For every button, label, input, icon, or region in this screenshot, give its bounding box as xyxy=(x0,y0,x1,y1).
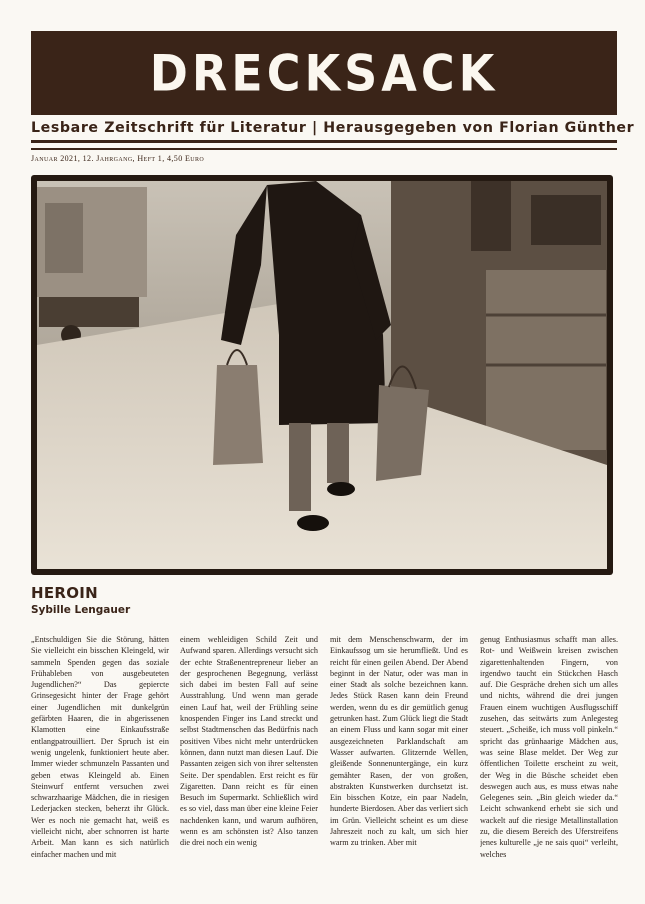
magazine-subtitle: Lesbare Zeitschrift für Literatur | Herausgegeben von Florian Günther xyxy=(31,120,635,136)
article-title: HEROIN xyxy=(31,584,99,602)
article-column-2 xyxy=(180,634,318,870)
article-text: mit dem Menschenschwarm, der im Einkaufssog um sie herumfließt. Und es reicht für einen geilen Abend. Der Abend beginnt in der Natur, oder was man in einer Stadt als solche bezeichnen kann. Jedes Stück Rasen kann dein Freund werden, wenn du es dir gemütlich genug getrunken hast. Zum Glück liegt die Stadt an einem Fluss und kann sogar mit einer ausgezeichneten Parklandschaft am Wasser aufwarten. Glitzernde Wellen, gleißende Sonnenuntergänge, ein kurz gemähter Rasen, der von großen, abstrakten Kunstwerken durchsetzt ist. Ein bisschen Kotze, ein paar Nadeln, hunderte Bierdosen. Aber das verliert sich im Grün. Vielleicht scheint es um diese Jahreszeit noch zu kalt, um sich hier warm zu trinken. Aber mit xyxy=(330,635,468,848)
masthead xyxy=(31,31,617,115)
street-photo-woman-with-bags-icon xyxy=(31,175,613,575)
article-text: „Entschuldigen Sie die Störung, hätten Sie vielleicht ein bisschen Kleingeld, wir sammeln Spenden gegen das soziale Frühableben von ausgebeuteten Jugendlichen?“ Das gepiercte Grinsegesicht hinter der Frage gehört einer Jugendlichen mit dunkelgrün gefärbten Haaren, die in abgerissenen Klamotten eine Einkaufsstraße entlangpatrouilliert. Der Spruch ist ein wenig ungelenk, funktioniert heute aber. Immer wieder schmunzeln Passanten und geben etwas Kleingeld ab. Einen Steinwurf entfernt versuchen zwei schwarzhaarige Mädchen, die in riesigen Lederjacken stecken, beherzt ihr Glück. Wer es noch nie gemacht hat, weiß es vielleicht nicht, aber schnorren ist harte Arbeit. Man kann es sich natürlich einfacher machen und mit xyxy=(31,635,169,859)
article-text: einem wehleidigen Schild Zeit und Aufwand sparen. Allerdings versucht sich der echte Straßenentrepreneur lieber an der gesprochenen Begegnung, verlässt sich dabei im besten Fall auf seine Ausstrahlung. Und wenn man gerade einen Lauf hat, weil der Frühling seine knospenden Finger ins Land streckt und selbst Stadtmenschen das Bedürfnis nach positiven Vibes nicht mehr unterdrücken können, dann nutzt man diesen Lauf. Die Passanten zeigen sich von ihrer seltensten Seite. Der spendablen. Erst reicht es für Zigaretten. Dann reicht es für einen Besuch im Supermarkt. Schließlich wird es so viel, dass man über eine kleine Feier nachdenken kann, und warum aufhören, wenn es am schönsten ist? Also tanzen die drei noch ein wenig xyxy=(180,635,318,848)
cover-photo xyxy=(31,175,613,575)
article-text: genug Enthusiasmus schafft man alles. Rot- und Weißwein kreisen zwischen zigarettenhaltenden Fingern, von irgendwo taucht ein Stückchen Hasch auf. Die Gespräche drehen sich um alles und nichts, während die drei jungen Frauen einem wuchtigen Ausflugsschiff zusehen, das seitwärts zum Anlegesteg steuert. „Scheiße, ich muss voll pinkeln.“ spricht das grünhaarige Mädchen aus, was seine Blase meldet. Der Weg zur öffentlichen Toilette erscheint zu weit, der Weg in die Büsche scheidet eben deswegen auch aus, es muss etwas nahe Gelegenes sein. „Bin gleich wieder da.“ Leicht schwankend erhebt sie sich und wackelt auf die riesige Metallinstallation zu, die diesem Bereich des Uferstreifens jenes kulturelle „je ne sais quoi“ verleiht, welches xyxy=(480,635,618,859)
divider-rule-thin xyxy=(31,148,617,150)
issue-info: Januar 2021, 12. Jahrgang, Heft 1, 4,50 Euro xyxy=(31,154,205,163)
magazine-title: DRECKSACK xyxy=(149,43,499,103)
article-column-1 xyxy=(31,634,169,870)
divider-rule xyxy=(31,140,617,143)
article-column-4 xyxy=(480,634,618,870)
article-column-3 xyxy=(330,634,468,870)
article-author: Sybille Lengauer xyxy=(31,604,131,616)
